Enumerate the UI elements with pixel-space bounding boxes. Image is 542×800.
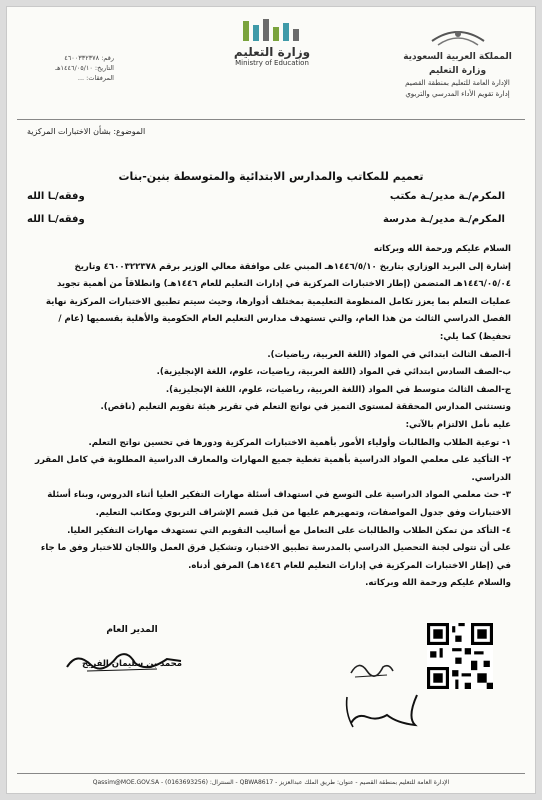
letter-body bbox=[29, 241, 511, 593]
header-divider bbox=[17, 119, 525, 120]
moe-logo-icon bbox=[237, 17, 307, 45]
signature-scribble-icon bbox=[57, 647, 187, 677]
stamp-scribble-icon bbox=[347, 653, 397, 683]
addressee-office: المكرم/ـة مدير/ـة مكتب bbox=[389, 191, 505, 202]
list-item: ب-الصف السادس ابتدائي في المواد (اللغة العربية، رياضيات، علوم، اللغة الإنجليزية). bbox=[156, 367, 511, 378]
header-meta bbox=[19, 53, 114, 83]
footer-divider bbox=[17, 773, 525, 774]
addressee-greeting: وفقه/ـا الله bbox=[27, 214, 85, 225]
addressee-school: المكرم/ـة مدير/ـة مدرسة bbox=[382, 214, 505, 225]
requirements-heading: عليه نأمل الالتزام بالآتي: bbox=[405, 419, 511, 430]
closing-paragraph: والسلام عليكم ورحمة الله وبركاته. bbox=[365, 578, 511, 589]
signatory-name: محمد بن سليمان الفريح bbox=[82, 659, 182, 669]
kingdom-label: المملكة العربية السعودية bbox=[403, 52, 512, 62]
logo-arabic-text: وزارة التعليم bbox=[233, 45, 311, 59]
list-item: ج-الصف الثالث متوسط في المواد (اللغة العربية، رياضيات، علوم، اللغة الإنجليزية). bbox=[165, 384, 511, 395]
circular-title: تعميم للمكاتب والمدارس الابتدائية والمتوسطة بنين-بنات bbox=[118, 170, 424, 183]
requirement-item: ٢- التأكيد على معلمي المواد الدراسية بأهمية تغطية جميع المهارات والمعارف الدراسية المطلوبة في كامل المقرر الدراسي. bbox=[35, 455, 511, 483]
exception-paragraph: وتستثنى المدارس المحققة لمستوى التميز في نواتج التعلم في تقرير هيئة تقويم التعليم (ناقص). bbox=[100, 402, 511, 413]
intro-paragraph: إشارة إلى البريد الوزاري بتاريخ ١٤٤٦/٥/١٠هـ المبني على موافقة معالي الوزير برقم ٤٦٠٠٣٢٢٣٧٨ وتاريخ ١٤٤٦/٠٥/٠٤هـ المتضمن (إطار الاختبارات المركزية في إدارات التعليم للعام ١٤٤٦هـ) وانطلاقاً من أهمية تجويد عمليات التعلم بما يعزز تكامل المنظومة التعليمية بمختلف أدوارها، وحيث سيتم تطبيق الاختبارات المركزية نهاية الفصل الدراسي الثالث من هذا العام، والتي تستهدف مدارس التعليم العام الحكومية والأهلية بقسميها (عام / تحفيظ) كما يلي: bbox=[45, 261, 511, 342]
signatory-title: المدير العام bbox=[106, 625, 158, 635]
requirement-item: ٣- حث معلمي المواد الدراسية على التوسع في استهداف أسئلة مهارات التفكير العليا أثناء الدروس، وبناء أسئلة الاختبارات وفق جدول المواصفات، وتمهيرهم عليها من قبل قسم الإشراف التربوي ومكاتب التعليم. bbox=[47, 490, 511, 518]
requirement-item: ٤- التأكد من تمكن الطلاب والطالبات على التعامل مع أساليب التقويم التي تستهدف مهارات التفكير العليا. bbox=[67, 525, 511, 536]
greeting-paragraph: السلام عليكم ورحمة الله وبركاته bbox=[373, 244, 511, 254]
admin-dept-label: إدارة تقويم الأداء المدرسي والتربوي bbox=[405, 89, 510, 98]
list-item: أ-الصف الثالث ابتدائي في المواد (اللغة العربية، رياضيات). bbox=[267, 349, 511, 360]
letter-attachments: المرفقات: ... bbox=[77, 74, 114, 83]
header-logo bbox=[217, 17, 327, 67]
letter-number: رقم: ٤٦٠٠٣٣٢٣٧٨ bbox=[64, 54, 114, 62]
header-right bbox=[390, 21, 525, 99]
logo-english-text: Ministry of Education bbox=[235, 59, 309, 67]
moe-crest-icon bbox=[428, 21, 488, 49]
letter-date: التاريخ: ١٤٤٦/٠٥/١٠هـ bbox=[55, 64, 114, 73]
committee-paragraph: على أن تتولى لجنة التحصيل الدراسي بالمدرسة تطبيق الاختبار، وتشكيل فرق العمل واللجان للاختبار وفق ما جاء في (إطار الاختبارات المركزية في إدارات التعليم للعام ١٤٤٦هـ) المرفق أدناه. bbox=[40, 543, 511, 571]
requirement-item: ١- توعية الطلاب والطالبات وأولياء الأمور بأهمية الاختبارات المركزية ودورها في تحسين نواتج التعلم. bbox=[88, 437, 511, 448]
addressee-row bbox=[27, 191, 505, 202]
letter-page bbox=[6, 6, 536, 794]
subject-line: الموضوع: بشأن الاختبارات المركزية bbox=[27, 127, 146, 136]
admin-general-label: الإدارة العامة للتعليم بمنطقة القصيم bbox=[405, 79, 510, 87]
ministry-label: وزارة التعليم bbox=[428, 65, 487, 76]
footer-contact: الإدارة العامة للتعليم بمنطقة القصيم - عنوان: طريق الملك عبدالعزيز - QBWA8617 - السنترال: (0163693256) - Qassim@MOE.GOV.SA bbox=[92, 779, 450, 786]
qr-code-icon bbox=[427, 623, 493, 689]
addressee-row bbox=[27, 214, 505, 225]
addressee-greeting: وفقه/ـا الله bbox=[27, 191, 85, 202]
handwritten-initials-icon bbox=[337, 687, 437, 732]
